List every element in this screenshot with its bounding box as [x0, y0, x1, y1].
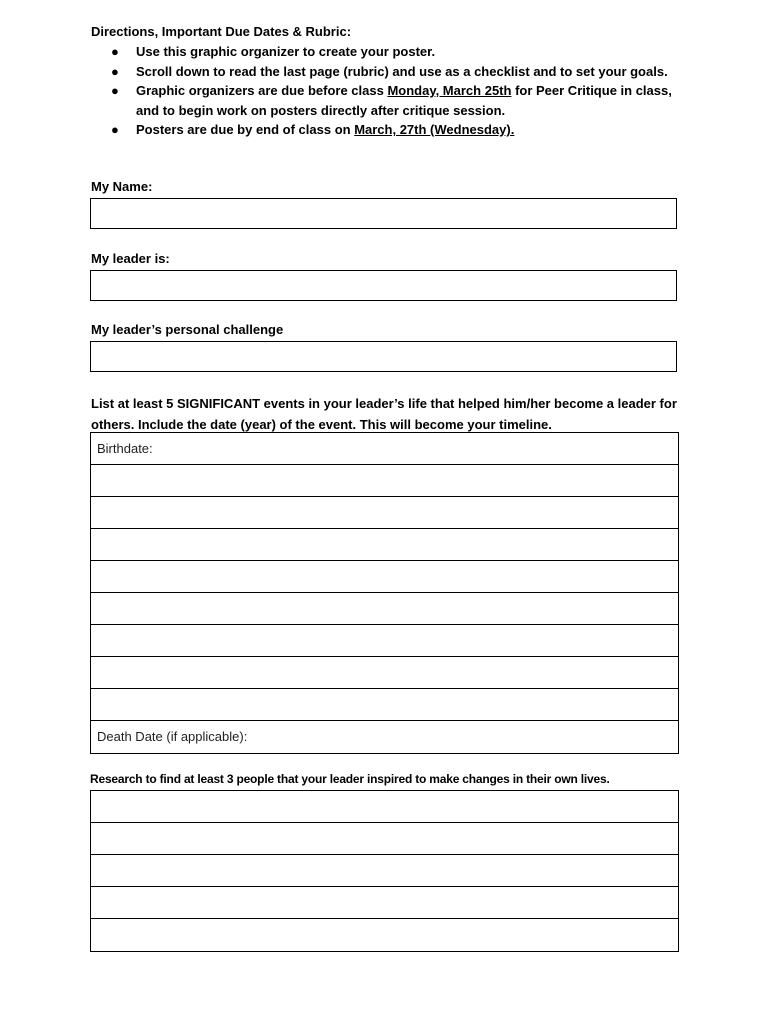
timeline-row[interactable] [91, 465, 678, 497]
timeline-row-death-date[interactable]: Death Date (if applicable): [97, 729, 248, 744]
inspired-row[interactable] [91, 919, 678, 951]
challenge-label: My leader’s personal challenge [91, 322, 284, 337]
timeline-row[interactable] [91, 561, 678, 593]
bullet-icon: ● [111, 83, 119, 98]
direction-item: ● Posters are due by end of class on March, 27th (Wednesday). [91, 120, 691, 140]
timeline-row[interactable] [91, 625, 678, 657]
critique-due-date: Monday, March 25th [387, 83, 512, 98]
timeline-row[interactable] [91, 593, 678, 625]
poster-due-date: March, 27th (Wednesday). [354, 122, 515, 137]
inspired-instructions: Research to find at least 3 people that your leader inspired to make changes in their own lives. [90, 772, 610, 786]
timeline-row[interactable] [91, 657, 678, 689]
directions-heading: Directions, Important Due Dates & Rubric: [91, 24, 352, 39]
inspired-row[interactable] [91, 887, 678, 919]
bullet-icon: ● [111, 44, 119, 59]
name-label: My Name: [91, 179, 153, 194]
direction-item: ● Graphic organizers are due before class Monday, March 25th for Peer Critique in class, and to begin work on posters directly after critique session. [111, 83, 672, 118]
leader-field[interactable] [90, 270, 677, 301]
inspired-table [90, 790, 679, 952]
inspired-row[interactable] [91, 855, 678, 887]
timeline-row-birthdate[interactable]: Birthdate: [91, 433, 678, 465]
inspired-row[interactable] [91, 791, 678, 823]
challenge-field[interactable] [90, 341, 677, 372]
timeline-instructions: List at least 5 SIGNIFICANT events in your leader’s life that helped him/her become a leader for others. Include the date (year) of the event. This will become your timeline. [91, 396, 677, 432]
timeline-table [90, 432, 679, 754]
direction-item: ● Scroll down to read the last page (rubric) and use as a checklist and to set your goals. [91, 62, 691, 82]
timeline-row[interactable] [91, 689, 678, 721]
direction-item: ● Use this graphic organizer to create your poster. [91, 42, 691, 62]
timeline-row[interactable] [91, 529, 678, 561]
name-field[interactable] [90, 198, 677, 229]
inspired-row[interactable] [91, 823, 678, 855]
timeline-row[interactable] [91, 497, 678, 529]
leader-label: My leader is: [91, 251, 170, 266]
bullet-icon: ● [111, 63, 119, 79]
bullet-icon: ● [111, 122, 119, 137]
directions-list [91, 42, 691, 140]
